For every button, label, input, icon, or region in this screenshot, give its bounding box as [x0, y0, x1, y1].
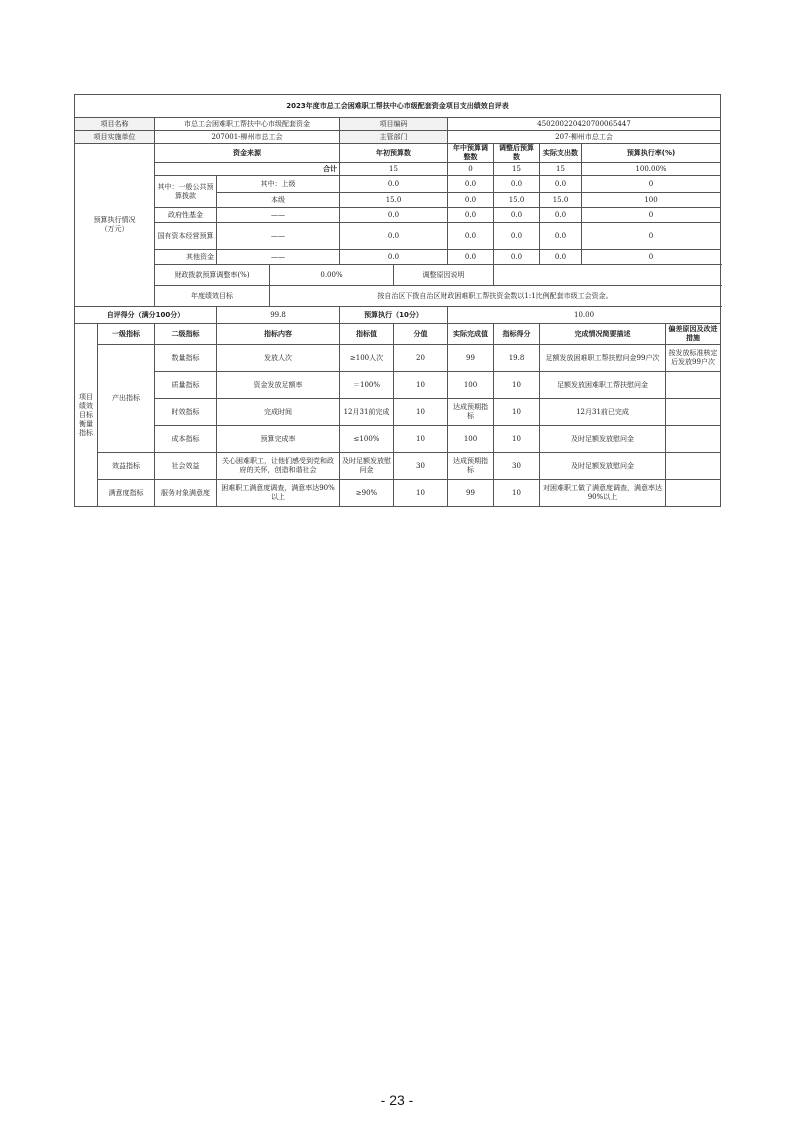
upper-actual: 0.0 — [540, 176, 582, 193]
local-label: 本级 — [217, 193, 340, 208]
ind-header-weight: 分值 — [394, 324, 448, 345]
ind-header-score: 指标得分 — [494, 324, 540, 345]
other-fund-actual: 0.0 — [540, 250, 582, 265]
adjust-rate-value: 0.00% — [270, 265, 394, 286]
total-rate: 100.00% — [582, 163, 721, 176]
total-actual: 15 — [540, 163, 582, 176]
benefit-score: 30 — [494, 453, 540, 480]
ind-reason — [666, 399, 721, 426]
budget-exec-value: 10.00 — [448, 307, 721, 324]
gov-fund-label: 政府性基金 — [155, 208, 217, 223]
satisfaction-content: 困难职工满意度调查，满意率达90%以上 — [217, 480, 340, 507]
ind-desc: 足额发放困难职工帮扶慰问金99户次 — [540, 345, 666, 372]
satisfaction-level2: 服务对象满意度 — [155, 480, 217, 507]
ind-desc: 及时足额发放慰问金 — [540, 426, 666, 453]
satisfaction-weight: 10 — [394, 480, 448, 507]
state-capital-dash: —— — [217, 223, 340, 250]
satisfaction-score: 10 — [494, 480, 540, 507]
ind-actual: 达成预期指标 — [448, 399, 494, 426]
ind-header-reason: 偏差原因及改进措施 — [666, 324, 721, 345]
benefit-level2: 社会效益 — [155, 453, 217, 480]
total-adjusted: 15 — [494, 163, 540, 176]
ind-score: 10 — [494, 399, 540, 426]
satisfaction-actual: 99 — [448, 480, 494, 507]
ind-value: ≥100人次 — [340, 345, 394, 372]
budget-header-mid-adjust: 年中预算调整数 — [448, 144, 494, 163]
ind-level2: 质量指标 — [155, 372, 217, 399]
adjust-reason-value — [494, 265, 721, 286]
total-mid-adjust: 0 — [448, 163, 494, 176]
upper-label: 其中：上级 — [217, 176, 340, 193]
budget-exec-label: 预算执行（10分） — [340, 307, 448, 324]
output-indicator-label: 产出指标 — [98, 345, 155, 453]
ind-score: 19.8 — [494, 345, 540, 372]
ind-weight: 10 — [394, 399, 448, 426]
ind-header-desc: 完成情况简要描述 — [540, 324, 666, 345]
gov-fund-initial: 0.0 — [340, 208, 448, 223]
other-fund-dash: —— — [217, 250, 340, 265]
budget-header-adjusted: 调整后预算数 — [494, 144, 540, 163]
budget-header-initial: 年初预算数 — [340, 144, 448, 163]
ind-desc: 12月31前已完成 — [540, 399, 666, 426]
upper-adjusted: 0.0 — [494, 176, 540, 193]
ind-weight: 10 — [394, 426, 448, 453]
ind-content: 预算完成率 — [217, 426, 340, 453]
adjust-reason-label: 调整原因说明 — [394, 265, 494, 286]
gov-fund-rate: 0 — [582, 208, 721, 223]
ind-desc: 足额发放困难职工帮扶慰问金 — [540, 372, 666, 399]
ind-weight: 10 — [394, 372, 448, 399]
state-capital-label: 国有资本经营预算 — [155, 223, 217, 250]
gov-fund-actual: 0.0 — [540, 208, 582, 223]
state-capital-rate: 0 — [582, 223, 721, 250]
total-initial: 15 — [340, 163, 448, 176]
total-label: 合计 — [155, 163, 340, 176]
gov-fund-adjusted: 0.0 — [494, 208, 540, 223]
ind-header-level2: 二级指标 — [155, 324, 217, 345]
satisfaction-desc: 对困难职工做了满意度调查，满意率达90%以上 — [540, 480, 666, 507]
ind-content: 发放人次 — [217, 345, 340, 372]
other-fund-rate: 0 — [582, 250, 721, 265]
benefit-level1: 效益指标 — [98, 453, 155, 480]
general-budget-label: 其中：一般公共预算拨款 — [155, 176, 217, 208]
satisfaction-reason — [666, 480, 721, 507]
budget-header-rate: 预算执行率(%) — [582, 144, 721, 163]
ind-actual: 100 — [448, 372, 494, 399]
local-actual: 15.0 — [540, 193, 582, 208]
other-fund-label: 其他资金 — [155, 250, 217, 265]
ind-header-content: 指标内容 — [217, 324, 340, 345]
other-fund-adjusted: 0.0 — [494, 250, 540, 265]
ind-actual: 100 — [448, 426, 494, 453]
state-capital-initial: 0.0 — [340, 223, 448, 250]
ind-content: 完成时间 — [217, 399, 340, 426]
project-name: 市总工会困难职工帮扶中心市级配套资金 — [155, 118, 340, 131]
self-score-value: 99.8 — [217, 307, 340, 324]
ind-reason: 按发放标准核定后发放99户次 — [666, 345, 721, 372]
budget-header-actual: 实际支出数 — [540, 144, 582, 163]
ind-score: 10 — [494, 426, 540, 453]
local-adjusted: 15.0 — [494, 193, 540, 208]
project-name-label: 项目名称 — [75, 118, 155, 131]
self-score-label: 自评得分（满分100分） — [75, 307, 217, 324]
dept: 207-柳州市总工会 — [448, 131, 721, 144]
goal-text: 按自治区下拨自治区财政困难职工帮扶资金数以1:1比例配套市级工会资金。 — [270, 286, 721, 307]
upper-rate: 0 — [582, 176, 721, 193]
ind-level2: 时效指标 — [155, 399, 217, 426]
ind-score: 10 — [494, 372, 540, 399]
ind-header-actual: 实际完成值 — [448, 324, 494, 345]
other-fund-mid-adjust: 0.0 — [448, 250, 494, 265]
performance-table — [74, 94, 721, 507]
ind-content: 资金发放足额率 — [217, 372, 340, 399]
state-capital-mid-adjust: 0.0 — [448, 223, 494, 250]
state-capital-adjusted: 0.0 — [494, 223, 540, 250]
benefit-weight: 30 — [394, 453, 448, 480]
indicators-section-label: 项目绩效目标衡量指标 — [75, 324, 98, 507]
benefit-content: 关心困难职工，让他们感受到党和政府的关怀，创造和谐社会 — [217, 453, 340, 480]
project-code-label: 项目编码 — [340, 118, 448, 131]
ind-value: 12月31前完成 — [340, 399, 394, 426]
other-fund-initial: 0.0 — [340, 250, 448, 265]
ind-header-value: 指标值 — [340, 324, 394, 345]
budget-section-label: 预算执行情况 （万元） — [75, 144, 155, 307]
upper-initial: 0.0 — [340, 176, 448, 193]
benefit-reason — [666, 453, 721, 480]
upper-mid-adjust: 0.0 — [448, 176, 494, 193]
benefit-actual: 达成预期指标 — [448, 453, 494, 480]
satisfaction-level1: 满意度指标 — [98, 480, 155, 507]
ind-reason — [666, 372, 721, 399]
budget-header-source: 资金来源 — [155, 144, 340, 163]
dept-label: 主管部门 — [340, 131, 448, 144]
impl-unit: 207001-柳州市总工会 — [155, 131, 340, 144]
gov-fund-dash: —— — [217, 208, 340, 223]
ind-weight: 20 — [394, 345, 448, 372]
ind-value: ≤100% — [340, 426, 394, 453]
goal-label: 年度绩效目标 — [155, 286, 270, 307]
benefit-value: 及时足额发放慰问金 — [340, 453, 394, 480]
local-initial: 15.0 — [340, 193, 448, 208]
project-code: 450200220420700065447 — [448, 118, 721, 131]
local-mid-adjust: 0.0 — [448, 193, 494, 208]
ind-reason — [666, 426, 721, 453]
ind-header-level1: 一级指标 — [98, 324, 155, 345]
local-rate: 100 — [582, 193, 721, 208]
table-title: 2023年度市总工会困难职工帮扶中心市级配套资金项目支出绩效自评表 — [75, 95, 721, 118]
page-number: - 23 - — [380, 1092, 414, 1108]
ind-level2: 成本指标 — [155, 426, 217, 453]
ind-actual: 99 — [448, 345, 494, 372]
adjust-rate-label: 财政拨款预算调整率(%) — [155, 265, 270, 286]
ind-level2: 数量指标 — [155, 345, 217, 372]
satisfaction-value: ≥90% — [340, 480, 394, 507]
benefit-desc: 及时足额发放慰问金 — [540, 453, 666, 480]
ind-value: ＝100% — [340, 372, 394, 399]
state-capital-actual: 0.0 — [540, 223, 582, 250]
gov-fund-mid-adjust: 0.0 — [448, 208, 494, 223]
impl-unit-label: 项目实施单位 — [75, 131, 155, 144]
